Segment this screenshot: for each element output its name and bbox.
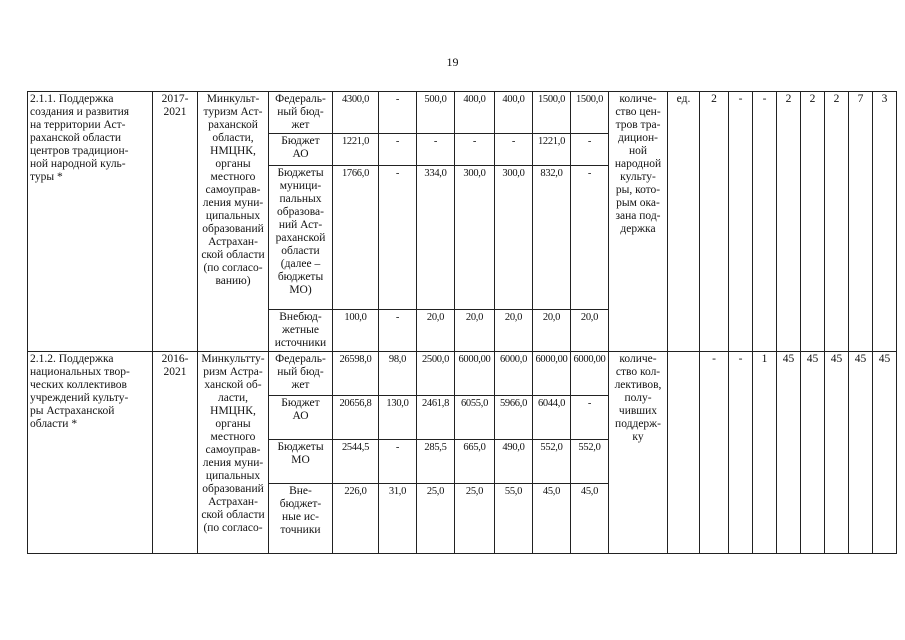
amount-cell: - [571,134,609,166]
source-name-cell: Бюджеты муници- пальных образова- ний Аст- раханской области (далее – бюджеты МО) [269,166,333,310]
amount-cell: 6044,0 [533,396,571,440]
amount-cell: 400,0 [495,92,533,134]
program-table [27,91,897,554]
target-cell: 1 [753,352,777,554]
amount-cell: - [379,92,417,134]
target-cell: 7 [849,92,873,352]
task-name-cell: 2.1.1. Поддержка создания и развития на территории Аст- раханской области центров традицион- ной народной куль- туры * [28,92,153,352]
source-name-cell: Бюджет АО [269,396,333,440]
amount-cell: - [417,134,455,166]
target-cell: 2 [825,92,849,352]
target-cell: 45 [777,352,801,554]
target-cell: - [729,92,753,352]
source-name-cell: Федераль- ный бюд- жет [269,352,333,396]
amount-cell: 20,0 [571,310,609,352]
amount-cell: 552,0 [533,440,571,484]
indicator-cell: количе- ство кол- лективов, полу- чивших поддерж- ку [609,352,668,554]
amount-cell: 400,0 [455,92,495,134]
amount-cell: 490,0 [495,440,533,484]
amount-cell: 55,0 [495,484,533,554]
target-cell: - [753,92,777,352]
amount-cell: 334,0 [417,166,455,310]
target-cell: - [729,352,753,554]
period-cell: 2016- 2021 [153,352,198,554]
amount-cell: 6055,0 [455,396,495,440]
source-name-cell: Федераль- ный бюд- жет [269,92,333,134]
amount-cell: 1500,0 [571,92,609,134]
amount-cell: - [379,134,417,166]
amount-cell: 5966,0 [495,396,533,440]
amount-cell: - [379,166,417,310]
amount-cell: 20,0 [417,310,455,352]
unit-cell [668,352,700,554]
period-cell: 2017- 2021 [153,92,198,352]
amount-cell: 20,0 [455,310,495,352]
amount-cell: - [379,440,417,484]
amount-cell: 6000,0 [495,352,533,396]
target-cell: 2 [700,92,729,352]
amount-cell: 6000,00 [533,352,571,396]
target-cell: 3 [873,92,897,352]
target-cell: 2 [801,92,825,352]
amount-cell: 26598,0 [333,352,379,396]
amount-cell: 25,0 [455,484,495,554]
target-cell: 2 [777,92,801,352]
executor-cell: Минкульт- туризм Аст- раханской области, НМЦНК, органы местного самоуправ- ления муни- ципальных образований Астрахан- ской области (по согласо- ванию) [198,92,269,352]
amount-cell: 20,0 [495,310,533,352]
amount-cell: 2500,0 [417,352,455,396]
amount-cell: 1221,0 [333,134,379,166]
source-name-cell: Бюджеты МО [269,440,333,484]
amount-cell: 20656,8 [333,396,379,440]
amount-cell: - [455,134,495,166]
amount-cell: 665,0 [455,440,495,484]
amount-cell: - [495,134,533,166]
amount-cell: 300,0 [495,166,533,310]
amount-cell: 300,0 [455,166,495,310]
indicator-cell: количе- ство цен- тров тра- дицион- ной народной культу- ры, кото- рым ока- зана под- держка [609,92,668,352]
amount-cell: 6000,00 [455,352,495,396]
executor-cell: Минкультту- ризм Астра- ханской об- ласти, НМЦНК, органы местного самоуправ- ления муни- ципальных образований Астрахан- ской области (по согласо- [198,352,269,554]
amount-cell: 45,0 [571,484,609,554]
amount-cell: 130,0 [379,396,417,440]
amount-cell: 20,0 [533,310,571,352]
amount-cell: 552,0 [571,440,609,484]
amount-cell: 2544,5 [333,440,379,484]
page-number: 19 [446,55,459,69]
amount-cell: 285,5 [417,440,455,484]
table-row [28,92,897,134]
amount-cell: 100,0 [333,310,379,352]
amount-cell: 6000,00 [571,352,609,396]
table-row [28,352,897,396]
source-name-cell: Внебюд- жетные источники [269,310,333,352]
unit-cell: ед. [668,92,700,352]
amount-cell: 1766,0 [333,166,379,310]
source-name-cell: Вне- бюджет- ные ис- точники [269,484,333,554]
target-cell: 45 [801,352,825,554]
amount-cell: - [379,310,417,352]
amount-cell: 4300,0 [333,92,379,134]
target-cell: 45 [849,352,873,554]
amount-cell: - [571,396,609,440]
amount-cell: 98,0 [379,352,417,396]
amount-cell: 226,0 [333,484,379,554]
target-cell: 45 [825,352,849,554]
source-name-cell: Бюджет АО [269,134,333,166]
amount-cell: 31,0 [379,484,417,554]
amount-cell: - [571,166,609,310]
target-cell: - [700,352,729,554]
amount-cell: 1500,0 [533,92,571,134]
amount-cell: 2461,8 [417,396,455,440]
amount-cell: 832,0 [533,166,571,310]
amount-cell: 45,0 [533,484,571,554]
amount-cell: 1221,0 [533,134,571,166]
amount-cell: 25,0 [417,484,455,554]
target-cell: 45 [873,352,897,554]
amount-cell: 500,0 [417,92,455,134]
task-name-cell: 2.1.2. Поддержка национальных твор- ческих коллективов учреждений культу- ры Астраханской области * [28,352,153,554]
